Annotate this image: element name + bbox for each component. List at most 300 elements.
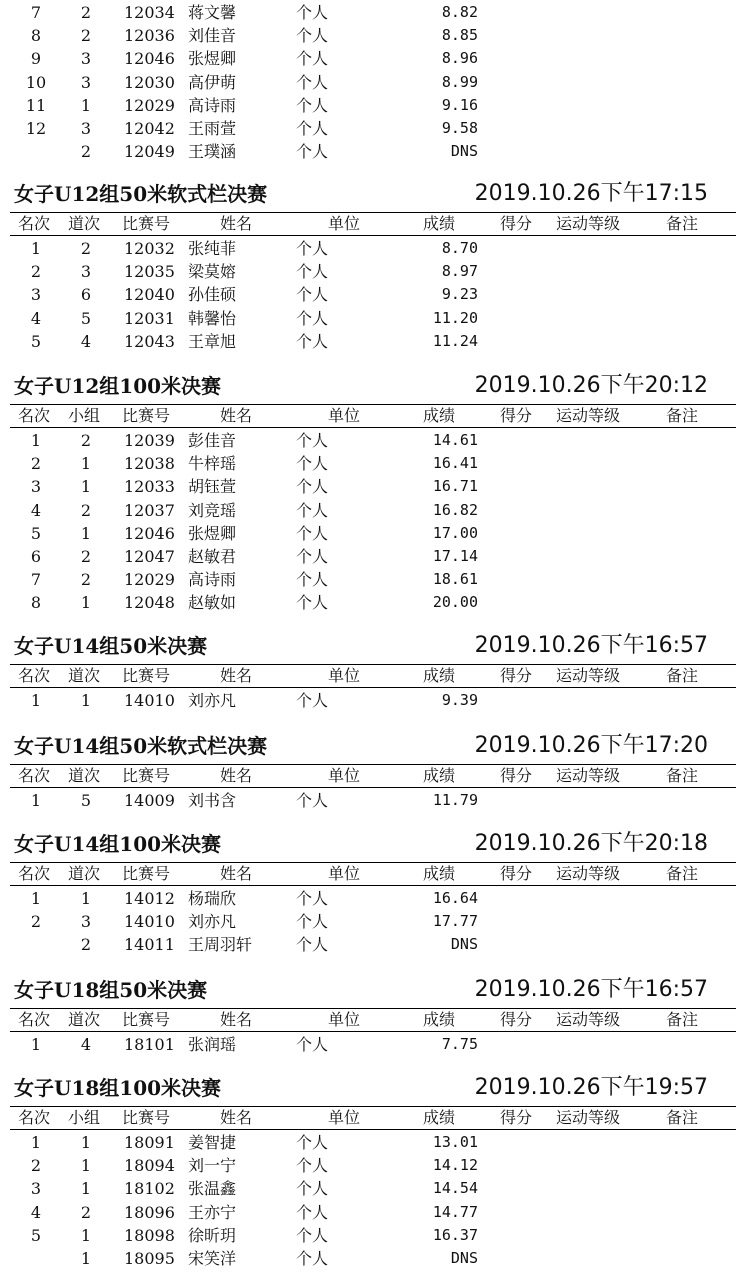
unit-cell: 个人 bbox=[296, 49, 329, 69]
lane-cell: 1 bbox=[80, 593, 92, 613]
lane-header: 小组 bbox=[68, 1108, 101, 1127]
result-header: 成绩 bbox=[423, 1010, 456, 1029]
unit-cell: 个人 bbox=[296, 142, 329, 162]
result-cell: 20.00 bbox=[432, 593, 478, 612]
lane-header: 道次 bbox=[68, 864, 101, 883]
grade-header: 运动等级 bbox=[556, 864, 621, 883]
bib-cell: 12040 bbox=[124, 285, 175, 305]
rank-cell: 4 bbox=[30, 308, 42, 328]
unit-cell: 个人 bbox=[296, 119, 329, 138]
rank-cell: 7 bbox=[30, 570, 42, 590]
table-row bbox=[0, 307, 738, 330]
lane-cell: 5 bbox=[80, 791, 92, 810]
table-row bbox=[0, 283, 738, 306]
unit-cell: 个人 bbox=[296, 593, 329, 613]
result-cell: 9.16 bbox=[441, 95, 478, 114]
table-row bbox=[0, 789, 738, 812]
unit-cell: 个人 bbox=[296, 262, 329, 282]
name-header: 姓名 bbox=[220, 666, 253, 685]
rank-header: 名次 bbox=[18, 1108, 51, 1127]
rank-cell: 12 bbox=[25, 119, 47, 138]
grade-header: 运动等级 bbox=[556, 666, 621, 685]
bib-cell: 12029 bbox=[124, 570, 175, 590]
section-datetime: 2019.10.26下午16:57 bbox=[474, 633, 708, 658]
lane-cell: 2 bbox=[80, 935, 92, 955]
bib-cell: 12032 bbox=[124, 239, 175, 258]
rank-cell: 7 bbox=[30, 3, 42, 22]
lane-header: 道次 bbox=[68, 1010, 101, 1029]
rank-header: 名次 bbox=[18, 864, 51, 883]
result-cell: DNS bbox=[450, 1249, 478, 1267]
unit-cell: 个人 bbox=[296, 1179, 329, 1199]
name-header: 姓名 bbox=[220, 214, 253, 233]
lane-cell: 2 bbox=[80, 142, 92, 162]
remark-header: 备注 bbox=[666, 214, 699, 233]
name-cell: 杨瑞欣 bbox=[188, 889, 237, 908]
remark-header: 备注 bbox=[666, 766, 699, 785]
lane-header: 道次 bbox=[68, 766, 101, 785]
unit-header: 单位 bbox=[328, 766, 361, 785]
score-header: 得分 bbox=[500, 214, 533, 233]
section-datetime: 2019.10.26下午20:12 bbox=[474, 373, 708, 398]
section-datetime: 2019.10.26下午19:57 bbox=[474, 1075, 708, 1100]
result-cell: 14.54 bbox=[432, 1179, 478, 1198]
lane-cell: 1 bbox=[80, 523, 92, 543]
lane-cell: 2 bbox=[80, 1202, 92, 1222]
unit-cell: 个人 bbox=[296, 1156, 329, 1176]
rank-cell: 4 bbox=[30, 1202, 42, 1222]
rank-cell: 1 bbox=[30, 239, 42, 258]
rank-cell: 2 bbox=[30, 1156, 42, 1176]
section-datetime: 2019.10.26下午20:18 bbox=[474, 831, 708, 856]
table-row bbox=[0, 522, 738, 545]
rank-cell: 3 bbox=[30, 285, 42, 305]
unit-header: 单位 bbox=[328, 1010, 361, 1029]
name-cell: 徐昕玥 bbox=[188, 1225, 237, 1245]
bib-header: 比赛号 bbox=[122, 1010, 171, 1029]
table-row bbox=[0, 1177, 738, 1200]
name-header: 姓名 bbox=[220, 864, 253, 883]
table-row bbox=[0, 545, 738, 568]
lane-cell: 6 bbox=[80, 285, 92, 305]
name-cell: 彭佳音 bbox=[188, 431, 237, 450]
section-title: 女子U14组100米决赛 bbox=[14, 832, 222, 856]
name-cell: 梁莫嫆 bbox=[188, 262, 237, 282]
rank-cell: 3 bbox=[30, 1179, 42, 1199]
unit-cell: 个人 bbox=[296, 570, 329, 590]
name-cell: 刘竞瑶 bbox=[188, 500, 237, 520]
bib-cell: 18098 bbox=[124, 1225, 175, 1245]
table-header bbox=[10, 1106, 736, 1130]
section-datetime: 2019.10.26下午17:20 bbox=[474, 733, 708, 758]
table-row bbox=[0, 140, 738, 163]
rank-cell: 4 bbox=[30, 500, 42, 520]
table-row bbox=[0, 887, 738, 910]
rank-cell: 8 bbox=[30, 26, 42, 46]
lane-cell: 1 bbox=[80, 95, 92, 115]
name-header: 姓名 bbox=[220, 1108, 253, 1127]
unit-cell: 个人 bbox=[296, 523, 329, 543]
lane-cell: 1 bbox=[80, 1156, 92, 1176]
unit-header: 单位 bbox=[328, 214, 361, 233]
result-cell: 16.64 bbox=[432, 889, 478, 907]
bib-cell: 14011 bbox=[124, 935, 175, 955]
bib-header: 比赛号 bbox=[122, 214, 171, 233]
bib-cell: 12047 bbox=[124, 547, 175, 566]
unit-cell: 个人 bbox=[296, 477, 329, 497]
lane-cell: 2 bbox=[80, 3, 92, 22]
bib-cell: 12042 bbox=[124, 119, 175, 138]
result-cell: 8.70 bbox=[441, 239, 478, 257]
rank-cell: 1 bbox=[30, 889, 42, 908]
bib-cell: 12043 bbox=[124, 331, 175, 351]
name-cell: 蒋文馨 bbox=[188, 3, 237, 22]
rank-header: 名次 bbox=[18, 1010, 51, 1029]
lane-cell: 1 bbox=[80, 1249, 92, 1268]
unit-cell: 个人 bbox=[296, 1225, 329, 1245]
name-cell: 王雨萱 bbox=[188, 119, 237, 138]
name-cell: 王章旭 bbox=[188, 331, 237, 351]
unit-cell: 个人 bbox=[296, 1035, 329, 1054]
table-row bbox=[0, 47, 738, 70]
bib-header: 比赛号 bbox=[122, 766, 171, 785]
bib-cell: 12048 bbox=[124, 593, 175, 613]
result-cell: 18.61 bbox=[432, 570, 478, 589]
result-cell: 8.82 bbox=[441, 3, 478, 21]
remark-header: 备注 bbox=[666, 1010, 699, 1029]
rank-cell: 2 bbox=[30, 262, 42, 282]
table-row bbox=[0, 237, 738, 260]
remark-header: 备注 bbox=[666, 864, 699, 883]
table-row bbox=[0, 910, 738, 933]
unit-cell: 个人 bbox=[296, 691, 329, 710]
score-header: 得分 bbox=[500, 864, 533, 883]
bib-cell: 18094 bbox=[124, 1156, 175, 1176]
unit-cell: 个人 bbox=[296, 791, 329, 810]
grade-header: 运动等级 bbox=[556, 1010, 621, 1029]
name-cell: 赵敏君 bbox=[188, 547, 237, 566]
table-row bbox=[0, 1154, 738, 1177]
name-header: 姓名 bbox=[220, 1010, 253, 1029]
name-cell: 张润瑶 bbox=[188, 1035, 237, 1054]
unit-header: 单位 bbox=[328, 666, 361, 685]
bib-cell: 18101 bbox=[124, 1035, 175, 1054]
score-header: 得分 bbox=[500, 1010, 533, 1029]
rank-cell: 5 bbox=[30, 523, 42, 543]
result-cell: 17.14 bbox=[432, 547, 478, 565]
rank-header: 名次 bbox=[18, 666, 51, 685]
result-header: 成绩 bbox=[423, 864, 456, 883]
rank-cell: 1 bbox=[30, 791, 42, 810]
unit-cell: 个人 bbox=[296, 912, 329, 932]
unit-cell: 个人 bbox=[296, 285, 329, 305]
result-cell: 14.61 bbox=[432, 431, 478, 449]
table-row bbox=[0, 475, 738, 498]
bib-cell: 12039 bbox=[124, 431, 175, 450]
table-row bbox=[0, 689, 738, 712]
unit-cell: 个人 bbox=[296, 308, 329, 328]
grade-header: 运动等级 bbox=[556, 214, 621, 233]
bib-cell: 12037 bbox=[124, 500, 175, 520]
name-header: 姓名 bbox=[220, 406, 253, 425]
unit-cell: 个人 bbox=[296, 889, 329, 908]
unit-cell: 个人 bbox=[296, 547, 329, 566]
table-row bbox=[0, 71, 738, 94]
table-header bbox=[10, 212, 736, 236]
name-cell: 张纯菲 bbox=[188, 239, 237, 258]
lane-cell: 1 bbox=[80, 1133, 92, 1152]
unit-cell: 个人 bbox=[296, 500, 329, 520]
name-cell: 高诗雨 bbox=[188, 95, 237, 115]
section-title: 女子U12组100米决赛 bbox=[14, 374, 222, 398]
result-cell: 7.75 bbox=[441, 1035, 478, 1053]
lane-cell: 2 bbox=[80, 570, 92, 590]
result-cell: 16.71 bbox=[432, 477, 478, 496]
remark-header: 备注 bbox=[666, 1108, 699, 1127]
name-cell: 张煜卿 bbox=[188, 49, 237, 69]
bib-cell: 12034 bbox=[124, 3, 175, 22]
lane-cell: 4 bbox=[80, 1035, 92, 1054]
table-header bbox=[10, 764, 736, 788]
table-row bbox=[0, 1247, 738, 1270]
name-cell: 孙佳硕 bbox=[188, 285, 237, 305]
rank-cell: 1 bbox=[30, 691, 42, 710]
bib-cell: 18102 bbox=[124, 1179, 175, 1199]
section-title: 女子U14组50米软式栏决赛 bbox=[14, 734, 268, 758]
result-cell: 14.77 bbox=[432, 1202, 478, 1221]
section-title: 女子U12组50米软式栏决赛 bbox=[14, 182, 268, 206]
lane-cell: 2 bbox=[80, 547, 92, 566]
bib-cell: 18091 bbox=[124, 1133, 175, 1152]
result-cell: 8.85 bbox=[441, 26, 478, 45]
unit-cell: 个人 bbox=[296, 3, 329, 22]
lane-cell: 3 bbox=[80, 119, 92, 138]
name-cell: 王周羽轩 bbox=[188, 935, 253, 955]
result-cell: 8.99 bbox=[441, 72, 478, 91]
name-cell: 姜智捷 bbox=[188, 1133, 237, 1152]
unit-header: 单位 bbox=[328, 1108, 361, 1127]
lane-cell: 3 bbox=[80, 72, 92, 92]
result-cell: 17.00 bbox=[432, 523, 478, 542]
bib-header: 比赛号 bbox=[122, 406, 171, 425]
score-header: 得分 bbox=[500, 766, 533, 785]
lane-cell: 5 bbox=[80, 308, 92, 328]
remark-header: 备注 bbox=[666, 666, 699, 685]
score-header: 得分 bbox=[500, 1108, 533, 1127]
lane-cell: 1 bbox=[80, 1225, 92, 1245]
score-header: 得分 bbox=[500, 406, 533, 425]
grade-header: 运动等级 bbox=[556, 766, 621, 785]
grade-header: 运动等级 bbox=[556, 1108, 621, 1127]
unit-cell: 个人 bbox=[296, 454, 329, 474]
table-row bbox=[0, 1201, 738, 1224]
name-cell: 王亦宁 bbox=[188, 1202, 237, 1222]
bib-header: 比赛号 bbox=[122, 1108, 171, 1127]
bib-header: 比赛号 bbox=[122, 864, 171, 883]
table-row bbox=[0, 94, 738, 117]
unit-cell: 个人 bbox=[296, 331, 329, 351]
rank-cell: 6 bbox=[30, 547, 42, 566]
rank-cell: 11 bbox=[25, 95, 47, 115]
table-row bbox=[0, 499, 738, 522]
table-row bbox=[0, 117, 738, 140]
section-title: 女子U18组100米决赛 bbox=[14, 1076, 222, 1100]
unit-cell: 个人 bbox=[296, 72, 329, 92]
lane-cell: 2 bbox=[80, 239, 92, 258]
bib-cell: 12030 bbox=[124, 72, 175, 92]
bib-cell: 14012 bbox=[124, 889, 175, 908]
result-cell: 9.58 bbox=[441, 119, 478, 137]
result-cell: 9.23 bbox=[441, 285, 478, 304]
name-cell: 王璞涵 bbox=[188, 142, 237, 162]
result-header: 成绩 bbox=[423, 214, 456, 233]
result-cell: DNS bbox=[450, 142, 478, 161]
table-row bbox=[0, 1033, 738, 1056]
unit-cell: 个人 bbox=[296, 239, 329, 258]
lane-cell: 2 bbox=[80, 431, 92, 450]
lane-cell: 3 bbox=[80, 49, 92, 69]
unit-cell: 个人 bbox=[296, 1202, 329, 1222]
bib-cell: 12035 bbox=[124, 262, 175, 282]
rank-cell: 5 bbox=[30, 331, 42, 351]
lane-cell: 1 bbox=[80, 889, 92, 908]
lane-cell: 3 bbox=[80, 262, 92, 282]
lane-cell: 3 bbox=[80, 912, 92, 932]
table-header bbox=[10, 1008, 736, 1032]
result-cell: 11.24 bbox=[432, 331, 478, 350]
lane-cell: 2 bbox=[80, 26, 92, 46]
table-row bbox=[0, 591, 738, 614]
rank-cell: 1 bbox=[30, 1133, 42, 1152]
bib-cell: 12038 bbox=[124, 454, 175, 474]
unit-cell: 个人 bbox=[296, 26, 329, 46]
section-datetime: 2019.10.26下午17:15 bbox=[474, 181, 708, 206]
bib-cell: 14009 bbox=[124, 791, 175, 810]
lane-cell: 2 bbox=[80, 500, 92, 520]
table-row bbox=[0, 1, 738, 24]
name-cell: 刘书含 bbox=[188, 791, 237, 810]
table-row bbox=[0, 568, 738, 591]
remark-header: 备注 bbox=[666, 406, 699, 425]
result-cell: 16.37 bbox=[432, 1225, 478, 1244]
table-row bbox=[0, 452, 738, 475]
result-cell: 11.79 bbox=[432, 791, 478, 809]
bib-cell: 12033 bbox=[124, 477, 175, 497]
unit-cell: 个人 bbox=[296, 431, 329, 450]
unit-cell: 个人 bbox=[296, 1249, 329, 1268]
rank-cell: 1 bbox=[30, 1035, 42, 1054]
lane-cell: 1 bbox=[80, 477, 92, 497]
result-header: 成绩 bbox=[423, 406, 456, 425]
result-cell: 13.01 bbox=[432, 1133, 478, 1151]
name-cell: 刘佳音 bbox=[188, 26, 237, 46]
name-cell: 高伊萌 bbox=[188, 72, 237, 92]
name-cell: 张煜卿 bbox=[188, 523, 237, 543]
lane-cell: 1 bbox=[80, 454, 92, 474]
section-title: 女子U14组50米决赛 bbox=[14, 634, 208, 658]
unit-cell: 个人 bbox=[296, 1133, 329, 1152]
lane-header: 道次 bbox=[68, 666, 101, 685]
bib-cell: 18095 bbox=[124, 1249, 175, 1268]
name-cell: 高诗雨 bbox=[188, 570, 237, 590]
lane-cell: 4 bbox=[80, 331, 92, 351]
unit-cell: 个人 bbox=[296, 935, 329, 955]
rank-header: 名次 bbox=[18, 766, 51, 785]
unit-header: 单位 bbox=[328, 864, 361, 883]
result-cell: 8.97 bbox=[441, 262, 478, 281]
name-cell: 刘亦凡 bbox=[188, 912, 237, 932]
lane-cell: 1 bbox=[80, 1179, 92, 1199]
result-header: 成绩 bbox=[423, 1108, 456, 1127]
table-row bbox=[0, 429, 738, 452]
table-header bbox=[10, 664, 736, 688]
name-cell: 牛梓瑶 bbox=[188, 454, 237, 474]
name-cell: 赵敏如 bbox=[188, 593, 237, 613]
result-cell: DNS bbox=[450, 935, 478, 954]
lane-header: 道次 bbox=[68, 214, 101, 233]
rank-cell: 10 bbox=[25, 72, 47, 92]
name-cell: 韩馨怡 bbox=[188, 308, 237, 328]
result-cell: 9.39 bbox=[441, 691, 478, 709]
name-cell: 宋笑洋 bbox=[188, 1249, 237, 1268]
rank-cell: 2 bbox=[30, 454, 42, 474]
rank-header: 名次 bbox=[18, 406, 51, 425]
name-header: 姓名 bbox=[220, 766, 253, 785]
table-row bbox=[0, 24, 738, 47]
bib-cell: 12036 bbox=[124, 26, 175, 46]
name-cell: 张温鑫 bbox=[188, 1179, 237, 1199]
result-cell: 8.96 bbox=[441, 49, 478, 68]
rank-cell: 2 bbox=[30, 912, 42, 932]
bib-cell: 12049 bbox=[124, 142, 175, 162]
rank-cell: 1 bbox=[30, 431, 42, 450]
name-cell: 胡钰萱 bbox=[188, 477, 237, 497]
result-header: 成绩 bbox=[423, 766, 456, 785]
bib-cell: 12046 bbox=[124, 49, 175, 69]
rank-header: 名次 bbox=[18, 214, 51, 233]
table-header bbox=[10, 862, 736, 886]
bib-cell: 12046 bbox=[124, 523, 175, 543]
result-cell: 14.12 bbox=[432, 1156, 478, 1175]
bib-cell: 12031 bbox=[124, 308, 175, 328]
table-row bbox=[0, 260, 738, 283]
table-row bbox=[0, 933, 738, 956]
result-cell: 17.77 bbox=[432, 912, 478, 931]
unit-header: 单位 bbox=[328, 406, 361, 425]
score-header: 得分 bbox=[500, 666, 533, 685]
result-cell: 16.41 bbox=[432, 454, 478, 473]
rank-cell: 3 bbox=[30, 477, 42, 497]
rank-cell: 5 bbox=[30, 1225, 42, 1245]
unit-cell: 个人 bbox=[296, 95, 329, 115]
result-header: 成绩 bbox=[423, 666, 456, 685]
grade-header: 运动等级 bbox=[556, 406, 621, 425]
lane-header: 小组 bbox=[68, 406, 101, 425]
bib-cell: 14010 bbox=[124, 691, 175, 710]
table-row bbox=[0, 1131, 738, 1154]
bib-cell: 18096 bbox=[124, 1202, 175, 1222]
rank-cell: 8 bbox=[30, 593, 42, 613]
result-cell: 11.20 bbox=[432, 308, 478, 327]
name-cell: 刘亦凡 bbox=[188, 691, 237, 710]
table-row bbox=[0, 1224, 738, 1247]
table-row bbox=[0, 330, 738, 353]
rank-cell: 9 bbox=[30, 49, 42, 69]
table-header bbox=[10, 404, 736, 428]
bib-cell: 14010 bbox=[124, 912, 175, 932]
result-cell: 16.82 bbox=[432, 500, 478, 519]
bib-header: 比赛号 bbox=[122, 666, 171, 685]
